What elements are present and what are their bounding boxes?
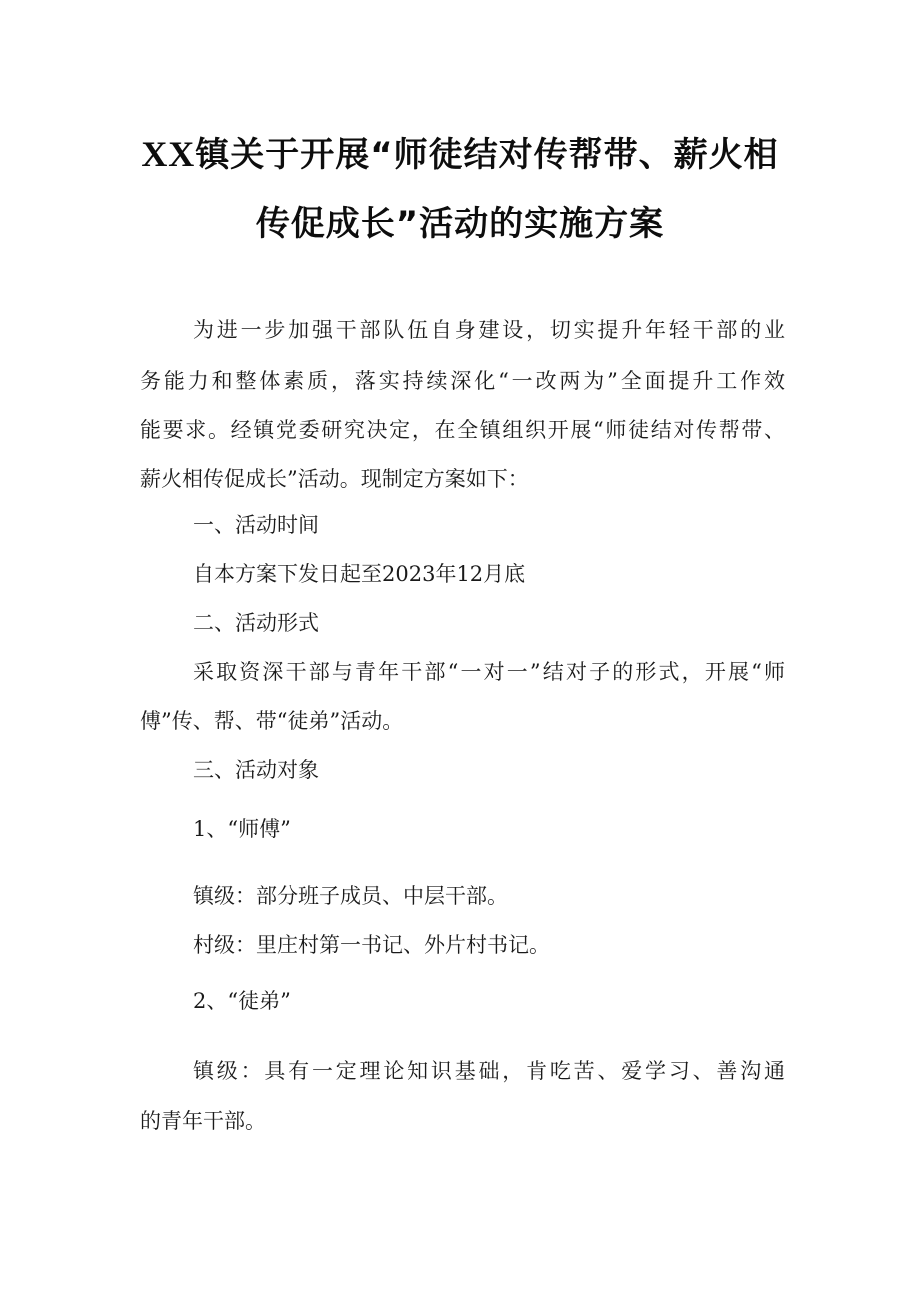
section-3-heading: 三、活动对象 bbox=[193, 758, 319, 782]
apprentice-town-line-2: 的青年干部。 bbox=[140, 1109, 266, 1133]
document-title-line-1 bbox=[120, 134, 800, 175]
section-1-body: 自本方案下发日起至2023年12月底 bbox=[193, 562, 526, 586]
intro-line-2: 务能力和整体素质，落实持续深化“一改两为”全面提升工作效 bbox=[140, 369, 785, 393]
mentor-town-level: 镇级：部分班子成员、中层干部。 bbox=[193, 884, 508, 908]
section-2-body-line-1: 采取资深干部与青年干部“一对一”结对子的形式，开展“师 bbox=[193, 660, 785, 684]
section-2-heading: 二、活动形式 bbox=[193, 611, 319, 635]
intro-line-1: 为进一步加强干部队伍自身建设，切实提升年轻干部的业 bbox=[193, 318, 785, 342]
intro-line-3: 能要求。经镇党委研究决定，在全镇组织开展“师徒结对传帮带、 bbox=[140, 418, 785, 442]
section-2-body-line-2: 傅”传、帮、带“徒弟”活动。 bbox=[140, 709, 404, 733]
title-rest: 镇关于开展“师徒结对传帮带、薪火相 bbox=[195, 135, 779, 175]
document-title-line-2: 传促成长”活动的实施方案 bbox=[255, 204, 665, 244]
section-1-heading: 一、活动时间 bbox=[193, 513, 319, 537]
mentor-village-level: 村级：里庄村第一书记、外片村书记。 bbox=[193, 933, 550, 957]
intro-line-4: 薪火相传促成长”活动。现制定方案如下： bbox=[140, 467, 529, 491]
mentor-heading: 1、“师傅” bbox=[193, 817, 291, 841]
title-prefix: XX bbox=[141, 134, 196, 174]
apprentice-heading: 2、“徒弟” bbox=[193, 989, 291, 1013]
apprentice-town-line-1: 镇级：具有一定理论知识基础，肯吃苦、爱学习、善沟通 bbox=[193, 1059, 785, 1083]
